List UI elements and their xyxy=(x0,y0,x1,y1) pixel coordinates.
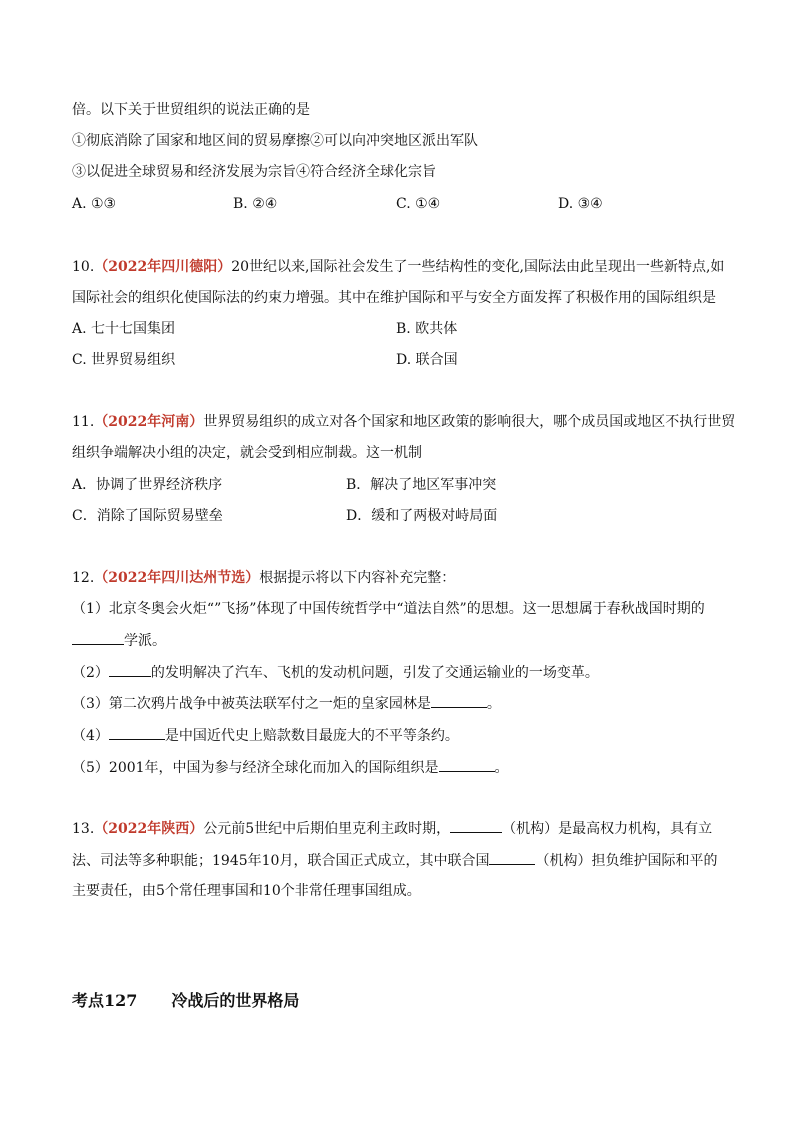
q13-line-1-text-b: （机构）是最高权力机构，具有立 xyxy=(502,821,713,837)
q12-item-1-line-1: （1）北京冬奥会火炬“”飞扬”体现了中国传统哲学中“道法自然”的思想。这一思想属于春秋战国时期的 xyxy=(72,601,705,617)
q9-option-a: A. ①③ xyxy=(72,196,117,212)
q10-stem-line-1 xyxy=(72,257,724,277)
q12-item-3-blank[interactable] xyxy=(431,693,487,708)
q13-line-2 xyxy=(72,850,717,871)
q11-option-a: A．协调了世界经济秩序 xyxy=(72,477,223,493)
q10-source: （2022年四川德阳） xyxy=(94,259,232,275)
q11-source: （2022年河南） xyxy=(94,414,204,430)
q9-statement-2: ③以促进全球贸易和经济发展为宗旨④符合经济全球化宗旨 xyxy=(72,164,436,180)
q9-stem-tail: 倍。以下关于世贸组织的说法正确的是 xyxy=(72,102,310,118)
section-title: 冷战后的世界格局 xyxy=(171,991,300,1010)
q12-item-4-blank[interactable] xyxy=(109,725,165,740)
q12-item-2-label: （2） xyxy=(72,665,109,681)
q10-option-b: B. 欧共体 xyxy=(396,321,458,337)
q13-line-2-text-b: （机构）担负维护国际和平的 xyxy=(535,853,718,869)
q12-item-5-text: （5）2001年，中国为参与经济全球化而加入的国际组织是 xyxy=(72,760,439,776)
q12-item-5-blank[interactable] xyxy=(439,757,495,772)
q9-option-c: C. ①④ xyxy=(396,196,441,212)
q12-item-4 xyxy=(72,725,459,746)
q10-option-a: A. 七十七国集团 xyxy=(72,321,176,337)
q12-stem-text: 根据提示将以下内容补充完整： xyxy=(259,570,456,586)
q11-option-c: C．消除了国际贸易壁垒 xyxy=(72,508,223,524)
q9-statement-1: ①彻底消除了国家和地区间的贸易摩擦②可以向冲突地区派出军队 xyxy=(72,133,478,149)
q11-stem-line-1 xyxy=(72,412,735,432)
q11-stem-line-2: 组织争端解决小组的决定，就会受到相应制裁。这一机制 xyxy=(72,445,422,461)
q11-number: 11. xyxy=(72,414,95,430)
q13-line-3: 主要责任，由5个常任理事国和10个非常任理事国组成。 xyxy=(72,883,421,899)
q12-item-1-blank[interactable] xyxy=(72,630,124,645)
q12-item-5 xyxy=(72,757,509,778)
section-label: 考点127 xyxy=(72,991,138,1010)
section-heading xyxy=(72,988,299,1011)
q9-option-d: D. ③④ xyxy=(558,196,603,212)
q11-stem-text-1: 世界贸易组织的成立对各个国家和地区政策的影响很大，哪个成员国或地区不执行世贸 xyxy=(203,414,736,430)
q13-blank-1[interactable] xyxy=(450,818,502,833)
q12-stem-line xyxy=(72,568,455,588)
q10-option-d: D. 联合国 xyxy=(396,352,458,368)
q10-number: 10. xyxy=(72,259,95,275)
q12-item-2-blank[interactable] xyxy=(109,662,151,677)
q12-item-3-tail: 。 xyxy=(486,696,501,712)
q9-option-b: B. ②④ xyxy=(233,196,278,212)
q10-option-c: C. 世界贸易组织 xyxy=(72,352,176,368)
q12-item-3-text: （3）第二次鸦片战争中被英法联军付之一炬的皇家园林是 xyxy=(72,696,431,712)
q10-stem-text-1: 20世纪以来,国际社会发生了一些结构性的变化,国际法由此呈现出一些新特点,如 xyxy=(231,259,725,275)
q12-item-5-tail: 。 xyxy=(494,760,509,776)
q12-item-2 xyxy=(72,662,599,683)
q12-source: （2022年四川达州节选） xyxy=(94,570,260,586)
q12-item-3 xyxy=(72,693,501,714)
q13-blank-2[interactable] xyxy=(489,850,535,865)
q11-option-b: B．解决了地区军事冲突 xyxy=(346,477,497,493)
q13-line-2-text-a: 法、司法等多种职能；1945年10月，联合国正式成立，其中联合国 xyxy=(72,853,490,869)
q12-item-2-tail: 的发明解决了汽车、飞机的发动机问题，引发了交通运输业的一场变革。 xyxy=(150,665,599,681)
q12-item-1-tail: 学派。 xyxy=(124,633,166,649)
q12-item-1-line-2 xyxy=(72,630,166,651)
q10-stem-line-2: 国际社会的组织化使国际法的约束力增强。其中在维护国际和平与安全方面发挥了积极作用的国际组织是 xyxy=(72,290,716,306)
q13-line-1 xyxy=(72,818,712,839)
q12-item-4-tail: 是中国近代史上赔款数目最庞大的不平等条约。 xyxy=(164,728,459,744)
q12-item-4-label: （4） xyxy=(72,728,109,744)
q13-number: 13. xyxy=(72,821,95,837)
q11-option-d: D．缓和了两极对峙局面 xyxy=(346,508,498,524)
q13-line-1-text-a: 公元前5世纪中后期伯里克利主政时期， xyxy=(203,821,451,837)
q12-number: 12. xyxy=(72,570,95,586)
q13-source: （2022年陕西） xyxy=(94,821,204,837)
